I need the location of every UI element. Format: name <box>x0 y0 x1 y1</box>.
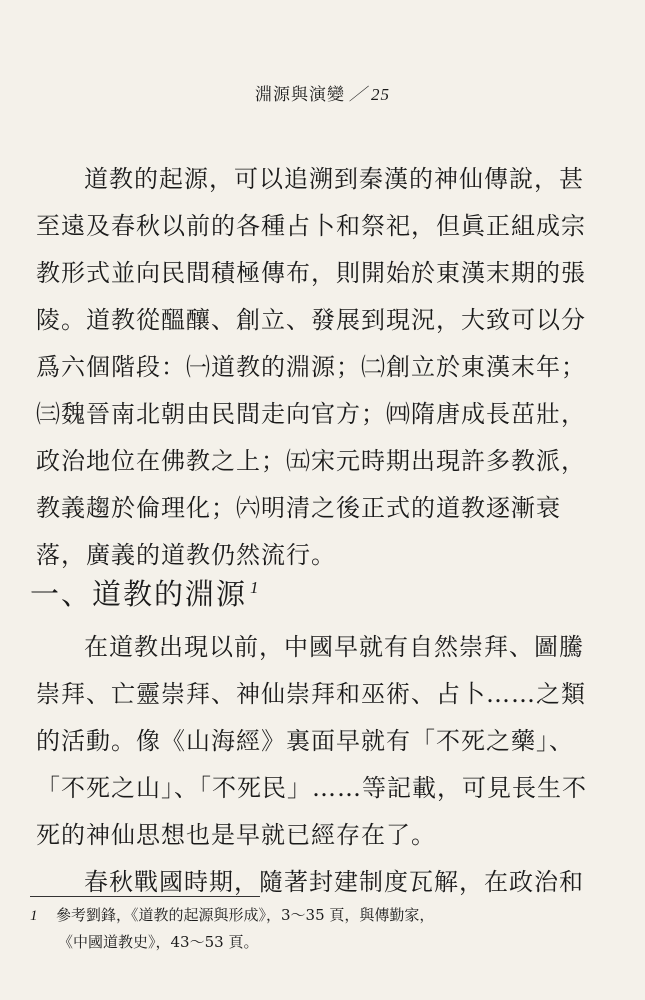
intro-block <box>36 156 606 579</box>
section-body <box>36 624 606 906</box>
footnote-divider <box>30 896 260 897</box>
footnote <box>30 902 610 955</box>
footnote-mark: 1 <box>30 908 38 924</box>
page-number: 25 <box>371 85 390 104</box>
intro-paragraph: 道教的起源，可以追溯到秦漢的神仙傳說，甚至遠及春秋以前的各種占卜和祭祀，但眞正組成宗教形式並向民間積極傳布，則開始於東漢末期的張陵。道教從醞釀、創立、發展到現況，大致可以分爲六個階段：㈠道教的淵源；㈡創立於東漢末年；㈢魏晉南北朝由民間走向官方；㈣隋唐成長茁壯，政治地位在佛教之上；㈤宋元時期出現許多教派，教義趨於倫理化；㈥明清之後正式的道教逐漸衰落，廣義的道教仍然流行。 <box>36 165 586 569</box>
footnote-text-1: 參考劉鋒，《道教的起源與形成》，3～35 頁，與傳勤家， <box>56 906 435 924</box>
header-title: 淵源與演變 <box>255 85 345 105</box>
section-title-text: 一、道教的淵源 <box>30 577 248 611</box>
footnote-line-1 <box>30 902 610 929</box>
section-paragraph-2: 春秋戰國時期，隨著封建制度瓦解，在政治和 <box>84 868 584 896</box>
section-paragraph-1: 在道教出現以前，中國早就有自然崇拜、圖騰崇拜、亡靈崇拜、神仙崇拜和巫術、占卜……之類的活動。像《山海經》裏面早就有「不死之藥」、「不死之山」、「不死民」……等記載，可見長生不死的神仙思想也是早就已經存在了。 <box>36 633 587 849</box>
footnote-reference: 1 <box>250 578 261 598</box>
section-heading <box>30 572 261 613</box>
running-header <box>0 80 645 105</box>
header-separator: ／ <box>349 85 367 105</box>
footnote-line-2: 《中國道教史》，43～53 頁。 <box>58 933 259 951</box>
